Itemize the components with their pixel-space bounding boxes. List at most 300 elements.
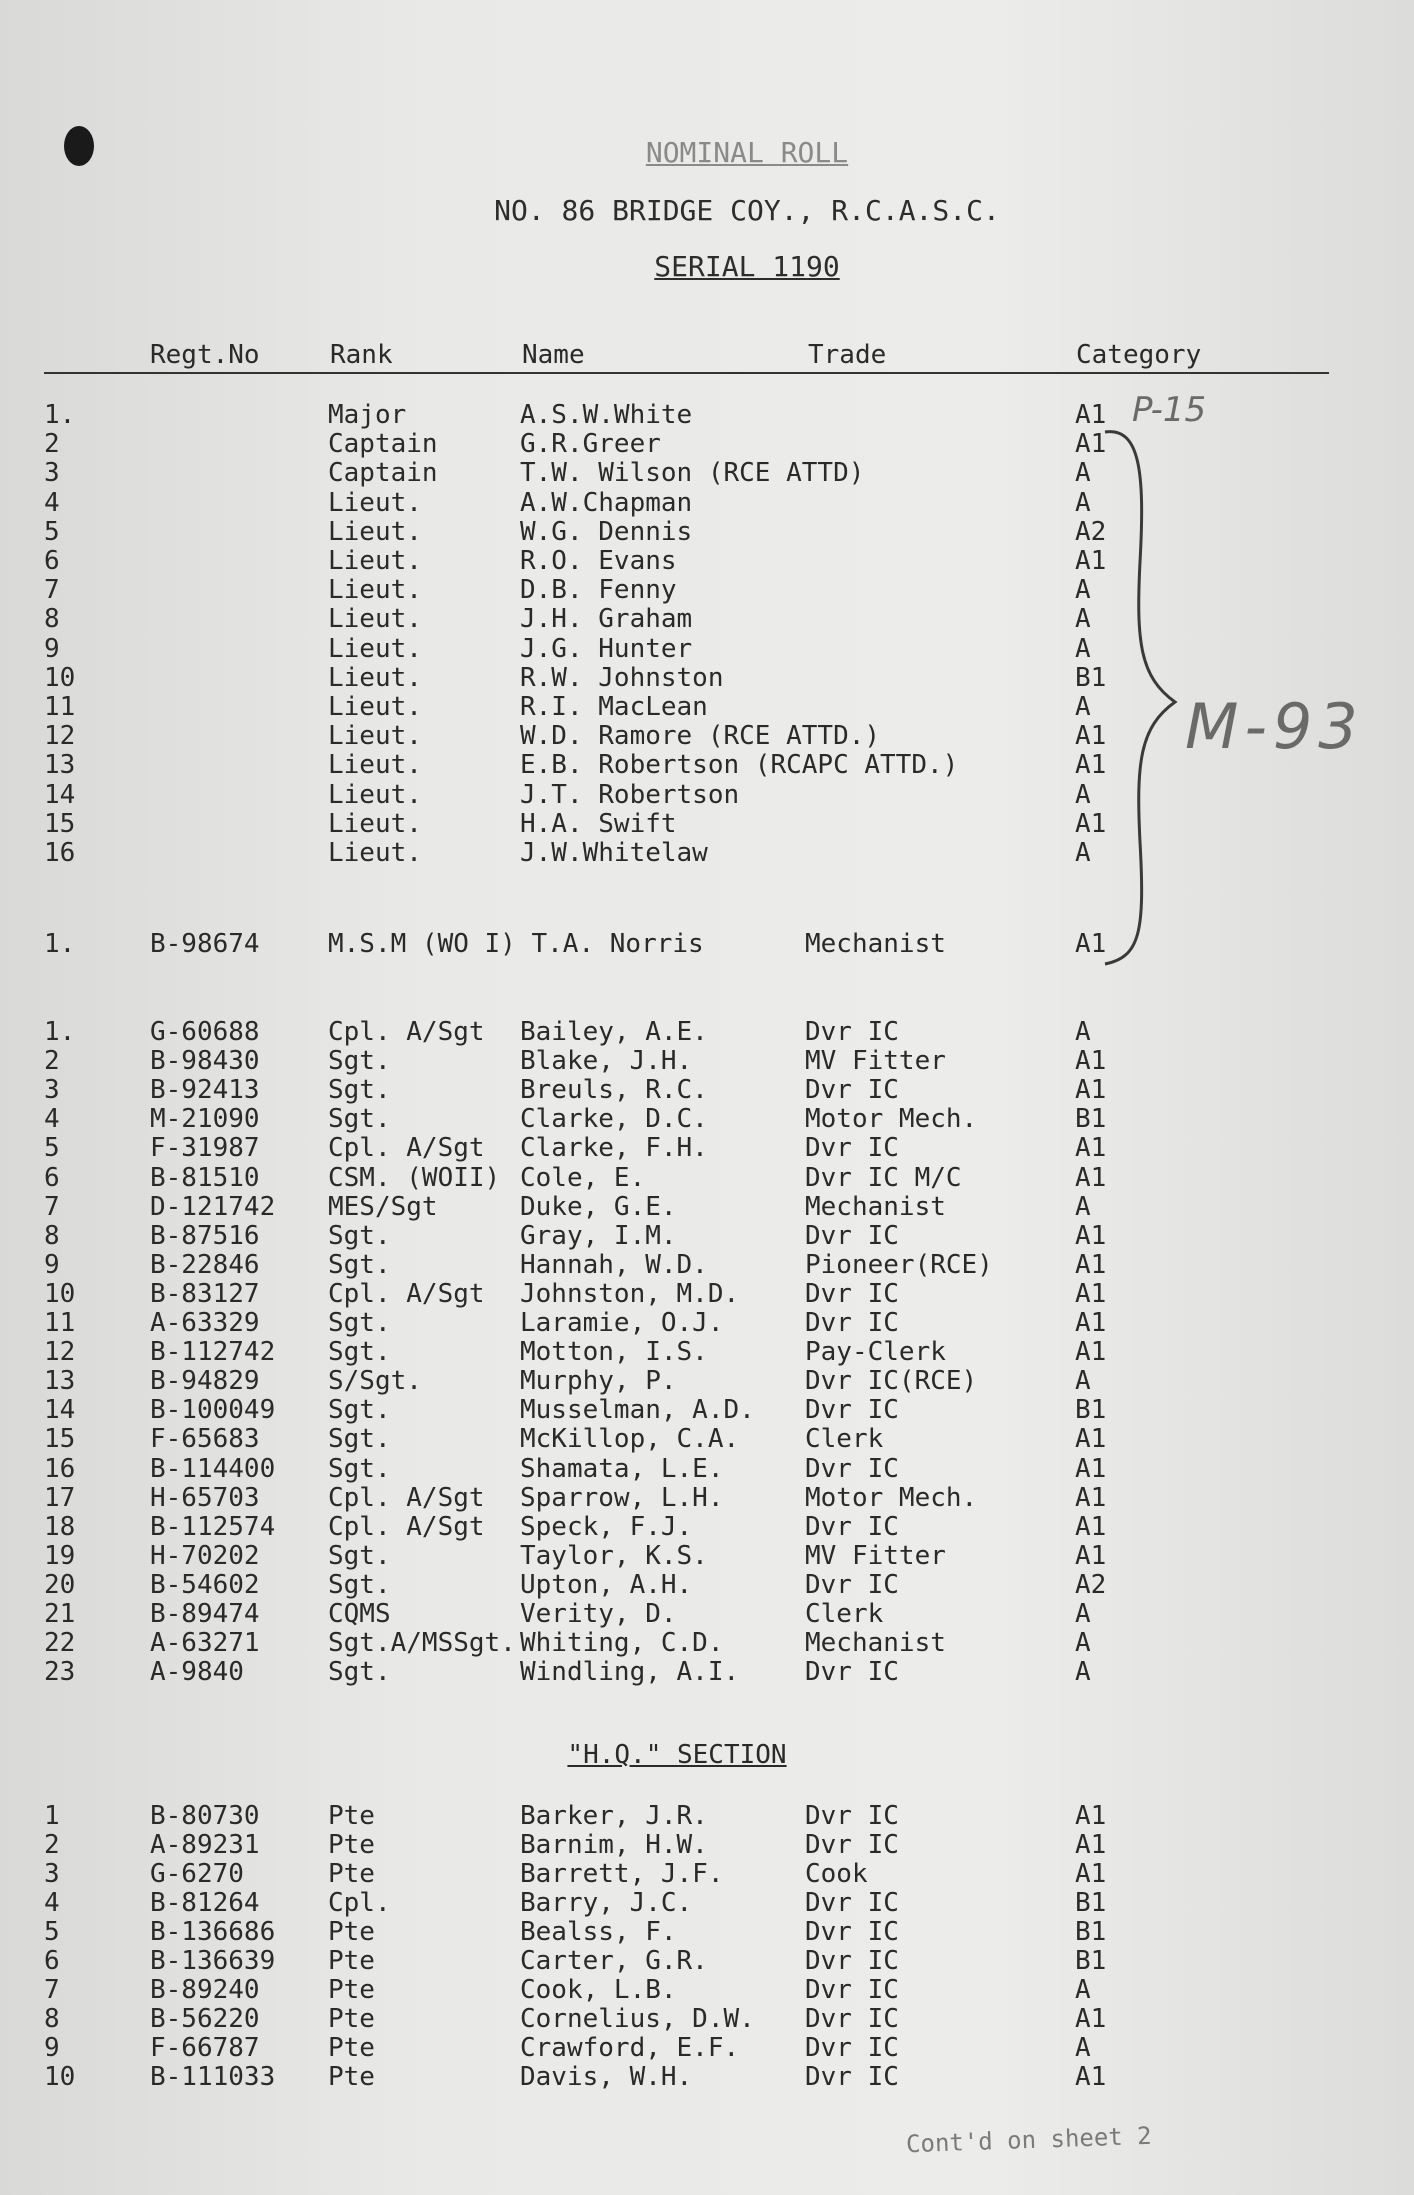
- roster-row: [0, 1455, 1414, 1484]
- cell-category: A1: [1075, 2004, 1107, 2034]
- roster-row: [0, 1860, 1414, 1889]
- cell-category: A1: [1075, 1278, 1107, 1309]
- cell-trade: Dvr IC: [805, 1946, 899, 1976]
- cell-category: A1: [1075, 429, 1107, 460]
- cell-trade: Dvr IC: [805, 1395, 899, 1426]
- roster-row: [0, 430, 1414, 459]
- cell-category: A: [1075, 1975, 1091, 2005]
- cell-row-number: 23: [44, 1657, 76, 1688]
- cell-category: A1: [1075, 1133, 1107, 1164]
- cell-trade: Cook: [805, 1859, 868, 1889]
- cell-row-number: 16: [44, 838, 76, 868]
- cell-trade: MV Fitter: [805, 1540, 946, 1571]
- cell-name: Barker, J.R.: [520, 1801, 708, 1831]
- cell-rank: Lieut.: [328, 633, 422, 664]
- cell-row-number: 10: [44, 2062, 76, 2092]
- cell-row-number: 7: [44, 1191, 60, 1222]
- cell-trade: Dvr IC: [805, 1888, 899, 1918]
- cell-rank: Lieut.: [328, 575, 422, 606]
- cell-category: B1: [1075, 1946, 1107, 1976]
- cell-rank: Pte: [328, 2062, 375, 2092]
- cell-row-number: 5: [44, 516, 60, 547]
- cell-category: A: [1075, 1191, 1091, 1222]
- cell-trade: Dvr IC: [805, 1278, 899, 1309]
- cell-name: Barnim, H.W.: [520, 1830, 708, 1860]
- cell-rank: Pte: [328, 2033, 375, 2063]
- cell-rank: Major: [328, 400, 407, 430]
- roster-row: [0, 1542, 1414, 1571]
- cell-regt-number: G-60688: [150, 1017, 260, 1047]
- cell-trade: Dvr IC: [805, 1569, 899, 1600]
- cell-name: Upton, A.H.: [520, 1569, 693, 1600]
- cell-rank: Sgt.: [328, 1337, 391, 1368]
- cell-row-number: 2: [44, 1046, 60, 1077]
- cell-regt-number: B-114400: [150, 1453, 276, 1484]
- cell-category: A1: [1075, 400, 1107, 430]
- cell-name: Breuls, R.C.: [520, 1075, 708, 1106]
- cell-regt-number: B-111033: [150, 2062, 276, 2092]
- cell-name: W.G. Dennis: [520, 516, 693, 547]
- roster-row: [0, 1105, 1414, 1134]
- cell-category: A1: [1075, 1540, 1107, 1571]
- column-header-category: Category: [1076, 340, 1202, 370]
- cell-name: McKillop, C.A.: [520, 1424, 740, 1455]
- cell-name: Windling, A.I.: [520, 1657, 740, 1688]
- cell-name: Whiting, C.D.: [520, 1628, 724, 1659]
- roster-row: [0, 576, 1414, 605]
- cell-rank: Pte: [328, 2004, 375, 2034]
- cell-trade: Dvr IC: [805, 1657, 899, 1688]
- cell-row-number: 4: [44, 1888, 60, 1918]
- roster-row: [0, 1802, 1414, 1831]
- cell-category: A: [1075, 838, 1091, 868]
- cell-category: A1: [1075, 1424, 1107, 1455]
- cell-category: A: [1075, 633, 1091, 664]
- cell-name: R.I. MacLean: [520, 692, 708, 722]
- cell-rank: S/Sgt.: [328, 1366, 422, 1397]
- cell-row-number: 14: [44, 779, 76, 810]
- cell-trade: MV Fitter: [805, 1046, 946, 1077]
- cell-trade: Dvr IC: [805, 1801, 899, 1831]
- cell-rank: Lieut.: [328, 487, 422, 518]
- cell-row-number: 9: [44, 633, 60, 664]
- roster-row: [0, 930, 1414, 959]
- cell-rank: Cpl. A/Sgt: [328, 1133, 485, 1164]
- cell-trade: Clerk: [805, 1599, 884, 1629]
- cell-rank: Sgt.: [328, 1540, 391, 1571]
- cell-name: Cornelius, D.W.: [520, 2004, 755, 2034]
- cell-category: A: [1075, 458, 1091, 489]
- roster-row: [0, 1222, 1414, 1251]
- cell-regt-number: B-22846: [150, 1249, 260, 1280]
- cell-regt-number: A-63329: [150, 1308, 260, 1338]
- cell-category: A1: [1075, 1046, 1107, 1077]
- cell-regt-number: A-9840: [150, 1657, 244, 1688]
- cell-name: A.S.W.White: [520, 400, 693, 430]
- cell-name: Hannah, W.D.: [520, 1249, 708, 1280]
- cell-trade: Dvr IC: [805, 1017, 899, 1047]
- cell-category: A1: [1075, 1162, 1107, 1193]
- cell-name: R.W. Johnston: [520, 662, 724, 693]
- cell-category: B1: [1075, 1104, 1107, 1135]
- cell-row-number: 4: [44, 1104, 60, 1135]
- cell-trade: Motor Mech.: [805, 1482, 978, 1513]
- handwritten-brace-icon: [1100, 412, 1190, 972]
- cell-name: J.T. Robertson: [520, 779, 740, 810]
- cell-trade: Dvr IC: [805, 1511, 899, 1542]
- cell-category: A: [1075, 1657, 1091, 1688]
- cell-category: B1: [1075, 1395, 1107, 1426]
- cell-row-number: 6: [44, 546, 60, 576]
- cell-row-number: 8: [44, 2004, 60, 2034]
- cell-name: Shamata, L.E.: [520, 1453, 724, 1484]
- roster-row: [0, 1047, 1414, 1076]
- roster-row: [0, 1513, 1414, 1542]
- cell-category: A2: [1075, 516, 1107, 547]
- cell-trade: Dvr IC: [805, 1453, 899, 1484]
- cell-rank: Sgt.: [328, 1424, 391, 1455]
- cell-trade: Dvr IC: [805, 1830, 899, 1860]
- cell-regt-number: B-89240: [150, 1975, 260, 2005]
- cell-rank: Sgt.: [328, 1308, 391, 1338]
- header-rule: [44, 372, 1329, 374]
- roster-row: [0, 635, 1414, 664]
- roster-row: [0, 459, 1414, 488]
- cell-rank: Lieut.: [328, 721, 422, 752]
- cell-category: A1: [1075, 1801, 1107, 1831]
- cell-category: A1: [1075, 1511, 1107, 1542]
- roster-row: [0, 1947, 1414, 1976]
- cell-regt-number: B-83127: [150, 1278, 260, 1309]
- cell-regt-number: B-112742: [150, 1337, 276, 1368]
- roster-row: [0, 1018, 1414, 1047]
- continued-note: Cont'd on sheet 2: [905, 2121, 1153, 2159]
- cell-category: A: [1075, 1366, 1091, 1397]
- roster-row: [0, 1976, 1414, 2005]
- cell-rank: Sgt.: [328, 1046, 391, 1077]
- cell-category: A1: [1075, 1830, 1107, 1860]
- cell-category: B1: [1075, 662, 1107, 693]
- cell-regt-number: B-80730: [150, 1801, 260, 1831]
- cell-category: A1: [1075, 721, 1107, 752]
- cell-regt-number: B-112574: [150, 1511, 276, 1542]
- cell-category: A: [1075, 487, 1091, 518]
- cell-regt-number: B-98674: [150, 929, 260, 959]
- cell-row-number: 2: [44, 1830, 60, 1860]
- cell-regt-number: A-89231: [150, 1830, 260, 1860]
- cell-row-number: 15: [44, 1424, 76, 1455]
- cell-rank: Cpl.: [328, 1888, 391, 1918]
- cell-row-number: 21: [44, 1599, 76, 1629]
- cell-category: A1: [1075, 1220, 1107, 1251]
- cell-row-number: 1: [44, 1801, 60, 1831]
- cell-category: A: [1075, 1017, 1091, 1047]
- cell-category: A1: [1075, 1453, 1107, 1484]
- cell-trade: Motor Mech.: [805, 1104, 978, 1135]
- cell-name: R.O. Evans: [520, 546, 677, 576]
- cell-row-number: 17: [44, 1482, 76, 1513]
- cell-regt-number: G-6270: [150, 1859, 244, 1889]
- roster-row: [0, 1629, 1414, 1658]
- roster-row: [0, 1889, 1414, 1918]
- cell-regt-number: F-66787: [150, 2033, 260, 2063]
- cell-trade: Dvr IC: [805, 1917, 899, 1947]
- cell-trade: Dvr IC: [805, 1975, 899, 2005]
- roster-row: [0, 489, 1414, 518]
- cell-rank: Captain: [328, 429, 438, 460]
- cell-rank: Lieut.: [328, 808, 422, 839]
- cell-row-number: 11: [44, 1308, 76, 1338]
- roster-row: [0, 1600, 1414, 1629]
- cell-rank: Sgt.: [328, 1569, 391, 1600]
- cell-regt-number: B-92413: [150, 1075, 260, 1106]
- cell-row-number: 1.: [44, 929, 76, 959]
- cell-row-number: 5: [44, 1917, 60, 1947]
- roster-row: [0, 547, 1414, 576]
- cell-regt-number: B-136639: [150, 1946, 276, 1976]
- cell-regt-number: B-54602: [150, 1569, 260, 1600]
- cell-row-number: 3: [44, 1859, 60, 1889]
- cell-category: A1: [1075, 1075, 1107, 1106]
- cell-trade: Mechanist: [805, 1191, 946, 1222]
- cell-rank: Pte: [328, 1801, 375, 1831]
- cell-name: A.W.Chapman: [520, 487, 693, 518]
- cell-name: Cole, E.: [520, 1162, 646, 1193]
- cell-row-number: 10: [44, 1278, 76, 1309]
- column-header-trade: Trade: [808, 340, 887, 370]
- cell-row-number: 14: [44, 1395, 76, 1426]
- cell-name: Barrett, J.F.: [520, 1859, 724, 1889]
- cell-regt-number: B-100049: [150, 1395, 276, 1426]
- roster-row: [0, 1658, 1414, 1687]
- cell-rank: Cpl. A/Sgt: [328, 1511, 485, 1542]
- column-header-name: Name: [522, 340, 585, 370]
- cell-rank: Pte: [328, 1917, 375, 1947]
- cell-name: Bailey, A.E.: [520, 1017, 708, 1047]
- cell-category: A: [1075, 2033, 1091, 2063]
- roster-row: [0, 2063, 1414, 2092]
- roster-row: [0, 664, 1414, 693]
- roster-row: [0, 1425, 1414, 1454]
- roster-row: [0, 2034, 1414, 2063]
- handwritten-page-mark: P-15: [1132, 390, 1207, 430]
- cell-rank: Sgt.: [328, 1249, 391, 1280]
- cell-rank: Pte: [328, 1946, 375, 1976]
- cell-rank: Captain: [328, 458, 438, 489]
- cell-name: G.R.Greer: [520, 429, 661, 460]
- cell-row-number: 1.: [44, 400, 76, 430]
- cell-row-number: 13: [44, 1366, 76, 1397]
- cell-category: A1: [1075, 1337, 1107, 1368]
- cell-name: Murphy, P.: [520, 1366, 677, 1397]
- cell-rank: Pte: [328, 1830, 375, 1860]
- cell-name: Speck, F.J.: [520, 1511, 693, 1542]
- cell-trade: Dvr IC: [805, 1075, 899, 1106]
- cell-rank: Sgt.: [328, 1453, 391, 1484]
- cell-regt-number: A-63271: [150, 1628, 260, 1659]
- roster-row: [0, 1076, 1414, 1105]
- cell-rank: Lieut.: [328, 516, 422, 547]
- roster-row: [0, 1831, 1414, 1860]
- cell-trade: Mechanist: [805, 929, 946, 959]
- cell-name: Sparrow, L.H.: [520, 1482, 724, 1513]
- cell-category: A1: [1075, 1308, 1107, 1338]
- cell-row-number: 3: [44, 1075, 60, 1106]
- cell-rank: Cpl. A/Sgt: [328, 1482, 485, 1513]
- cell-rank: Lieut.: [328, 779, 422, 810]
- cell-row-number: 7: [44, 1975, 60, 2005]
- cell-trade: Dvr IC: [805, 2062, 899, 2092]
- cell-regt-number: M-21090: [150, 1104, 260, 1135]
- cell-rank: Pte: [328, 1975, 375, 2005]
- cell-category: A: [1075, 604, 1091, 635]
- cell-category: A1: [1075, 546, 1107, 576]
- cell-name: E.B. Robertson (RCAPC ATTD.): [520, 750, 959, 781]
- cell-category: A1: [1075, 808, 1107, 839]
- roster-row: [0, 2005, 1414, 2034]
- cell-category: A1: [1075, 750, 1107, 781]
- cell-category: A: [1075, 1599, 1091, 1629]
- cell-rank: Lieut.: [328, 662, 422, 693]
- cell-row-number: 8: [44, 1220, 60, 1251]
- cell-row-number: 22: [44, 1628, 76, 1659]
- cell-category: A1: [1075, 1859, 1107, 1889]
- cell-name: Clarke, F.H.: [520, 1133, 708, 1164]
- cell-category: A1: [1075, 1249, 1107, 1280]
- cell-rank: Sgt.: [328, 1395, 391, 1426]
- cell-name: Gray, I.M.: [520, 1220, 677, 1251]
- cell-category: B1: [1075, 1888, 1107, 1918]
- cell-row-number: 4: [44, 487, 60, 518]
- cell-rank: Lieut.: [328, 838, 422, 868]
- cell-regt-number: H-70202: [150, 1540, 260, 1571]
- hq-section-title: "H.Q." SECTION: [567, 1740, 787, 1770]
- cell-row-number: 12: [44, 721, 76, 752]
- cell-rank: CSM. (WOII): [328, 1162, 501, 1193]
- cell-name: W.D. Ramore (RCE ATTD.): [520, 721, 881, 752]
- cell-name: Clarke, D.C.: [520, 1104, 708, 1135]
- cell-category: B1: [1075, 1917, 1107, 1947]
- serial-heading: SERIAL 1190: [654, 250, 840, 283]
- cell-row-number: 16: [44, 1453, 76, 1484]
- cell-name: Johnston, M.D.: [520, 1278, 740, 1309]
- roster-row: [0, 781, 1414, 810]
- cell-name: Bealss, F.: [520, 1917, 677, 1947]
- cell-category: A1: [1075, 1482, 1107, 1513]
- cell-regt-number: B-56220: [150, 2004, 260, 2034]
- roster-row: [0, 839, 1414, 868]
- cell-rank: Sgt.: [328, 1657, 391, 1688]
- cell-rank: Cpl. A/Sgt: [328, 1017, 485, 1047]
- roster-row: [0, 1280, 1414, 1309]
- cell-name: Cook, L.B.: [520, 1975, 677, 2005]
- cell-category: A: [1075, 692, 1091, 722]
- roster-row: [0, 1134, 1414, 1163]
- cell-trade: Pay-Clerk: [805, 1337, 946, 1368]
- cell-trade: Dvr IC(RCE): [805, 1366, 978, 1397]
- cell-regt-number: B-89474: [150, 1599, 260, 1629]
- cell-rank: Sgt.: [328, 1220, 391, 1251]
- cell-category: A: [1075, 1628, 1091, 1659]
- cell-trade: Dvr IC: [805, 1133, 899, 1164]
- cell-row-number: 8: [44, 604, 60, 635]
- cell-trade: Clerk: [805, 1424, 884, 1455]
- cell-name: Taylor, K.S.: [520, 1540, 708, 1571]
- cell-trade: Dvr IC: [805, 2033, 899, 2063]
- roster-row: [0, 1338, 1414, 1367]
- cell-row-number: 5: [44, 1133, 60, 1164]
- cell-rank: Pte: [328, 1859, 375, 1889]
- roster-row: [0, 1367, 1414, 1396]
- cell-row-number: 2: [44, 429, 60, 460]
- cell-row-number: 7: [44, 575, 60, 606]
- cell-regt-number: F-31987: [150, 1133, 260, 1164]
- roster-row: [0, 810, 1414, 839]
- cell-rank: Cpl. A/Sgt: [328, 1278, 485, 1309]
- cell-row-number: 6: [44, 1946, 60, 1976]
- cell-row-number: 9: [44, 2033, 60, 2063]
- roster-row: [0, 1918, 1414, 1947]
- cell-name: Musselman, A.D.: [520, 1395, 755, 1426]
- cell-rank: Lieut.: [328, 750, 422, 781]
- roster-row: [0, 1571, 1414, 1600]
- cell-trade: Pioneer(RCE): [805, 1249, 993, 1280]
- cell-name: J.H. Graham: [520, 604, 693, 635]
- unit-heading: NO. 86 BRIDGE COY., R.C.A.S.C.: [494, 194, 1000, 227]
- cell-rank: M.S.M (WO I) T.A. Norris: [328, 929, 704, 959]
- cell-name: Barry, J.C.: [520, 1888, 693, 1918]
- cell-trade: Dvr IC: [805, 1220, 899, 1251]
- cell-rank: Sgt.: [328, 1075, 391, 1106]
- roster-row: [0, 605, 1414, 634]
- document-title: NOMINAL ROLL: [645, 136, 849, 169]
- cell-row-number: 6: [44, 1162, 60, 1193]
- roster-row: [0, 1193, 1414, 1222]
- cell-regt-number: B-136686: [150, 1917, 276, 1947]
- cell-rank: MES/Sgt: [328, 1191, 438, 1222]
- cell-regt-number: H-65703: [150, 1482, 260, 1513]
- cell-row-number: 1.: [44, 1017, 76, 1047]
- cell-row-number: 15: [44, 808, 76, 839]
- cell-rank: Lieut.: [328, 546, 422, 576]
- cell-regt-number: B-81510: [150, 1162, 260, 1193]
- handwritten-total-mark: M-93: [1185, 690, 1364, 763]
- cell-row-number: 20: [44, 1569, 76, 1600]
- roster-row: [0, 1164, 1414, 1193]
- cell-rank: Lieut.: [328, 692, 422, 722]
- roster-row: [0, 1309, 1414, 1338]
- cell-name: J.W.Whitelaw: [520, 838, 708, 868]
- cell-name: Laramie, O.J.: [520, 1308, 724, 1338]
- cell-trade: Dvr IC: [805, 1308, 899, 1338]
- cell-regt-number: B-98430: [150, 1046, 260, 1077]
- cell-regt-number: B-87516: [150, 1220, 260, 1251]
- cell-name: Verity, D.: [520, 1599, 677, 1629]
- cell-row-number: 12: [44, 1337, 76, 1368]
- column-header-rank: Rank: [330, 340, 393, 370]
- cell-name: T.W. Wilson (RCE ATTD): [520, 458, 865, 489]
- cell-trade: Mechanist: [805, 1628, 946, 1659]
- cell-name: Motton, I.S.: [520, 1337, 708, 1368]
- cell-category: A: [1075, 575, 1091, 606]
- cell-row-number: 10: [44, 662, 76, 693]
- cell-row-number: 9: [44, 1249, 60, 1280]
- cell-category: A1: [1075, 2062, 1107, 2092]
- cell-name: Carter, G.R.: [520, 1946, 708, 1976]
- cell-rank: CQMS: [328, 1599, 391, 1629]
- cell-regt-number: B-81264: [150, 1888, 260, 1918]
- cell-category: A2: [1075, 1569, 1107, 1600]
